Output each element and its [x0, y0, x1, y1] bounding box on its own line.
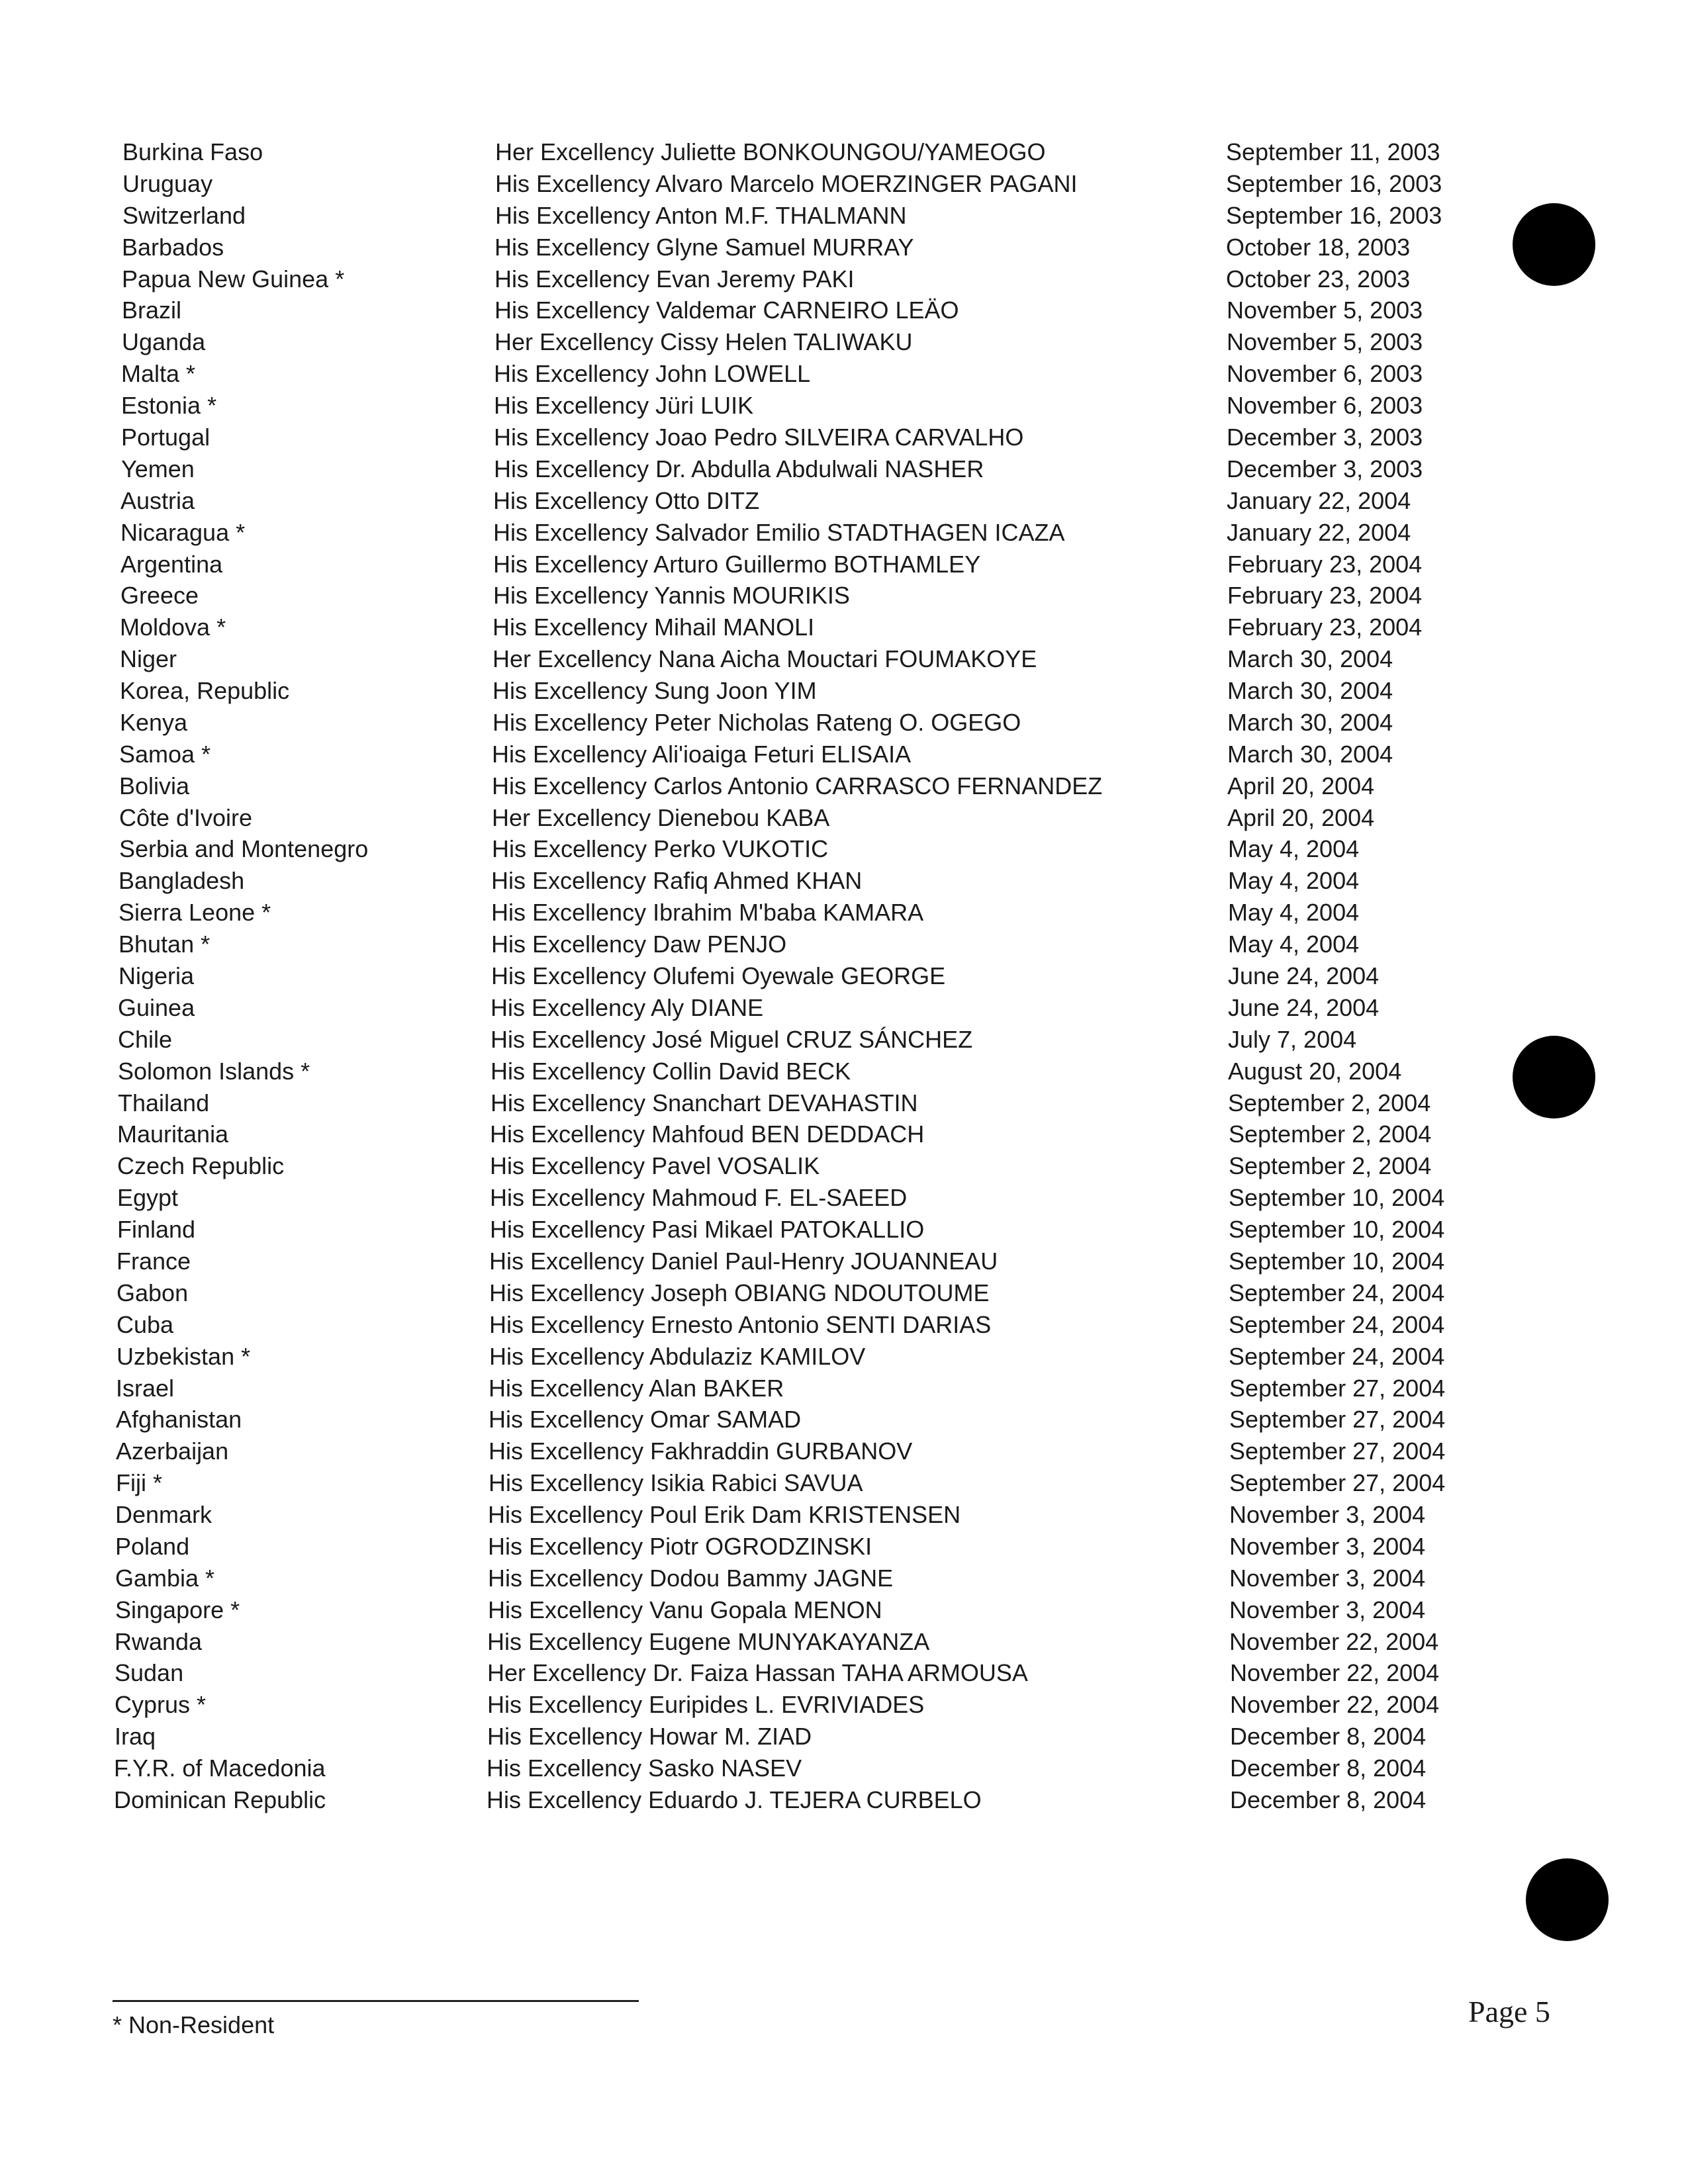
ambassador-name: His Excellency Evan Jeremy PAKI	[494, 265, 855, 293]
entry-row	[0, 549, 1688, 580]
ambassador-name: His Excellency Alan BAKER	[489, 1375, 784, 1402]
credentials-date: September 10, 2004	[1229, 1248, 1445, 1275]
entry-row	[0, 929, 1688, 960]
credentials-date: March 30, 2004	[1227, 677, 1393, 704]
entry-row	[0, 517, 1688, 549]
entry-row	[0, 1721, 1688, 1752]
ambassador-name: His Excellency Sung Joon YIM	[492, 677, 817, 704]
entry-row	[0, 580, 1688, 612]
country-name: Fiji *	[116, 1469, 162, 1496]
ambassador-name: His Excellency Otto DITZ	[493, 487, 760, 514]
credentials-date: September 27, 2004	[1229, 1375, 1446, 1402]
credentials-date: November 5, 2003	[1227, 296, 1423, 324]
credentials-date: May 4, 2004	[1228, 899, 1360, 926]
entry-row	[0, 422, 1688, 453]
country-name: Estonia *	[121, 392, 217, 419]
entry-row	[0, 612, 1688, 643]
entry-row	[0, 1182, 1688, 1214]
ambassador-name: His Excellency Omar SAMAD	[489, 1406, 802, 1433]
country-name: Côte d'Ivoire	[119, 804, 252, 831]
entry-row	[0, 960, 1688, 992]
credentials-date: August 20, 2004	[1228, 1058, 1402, 1085]
ambassador-name: His Excellency Euripides L. EVRIVIADES	[487, 1691, 925, 1718]
country-name: Barbados	[122, 234, 224, 261]
credentials-date: May 4, 2004	[1228, 867, 1360, 894]
entry-row	[0, 263, 1688, 295]
ambassador-name: Her Excellency Juliette BONKOUNGOU/YAMEOGO	[495, 138, 1046, 165]
entry-row	[0, 1087, 1688, 1119]
credentials-date: September 27, 2004	[1229, 1437, 1446, 1465]
ambassador-name: His Excellency Howar M. ZIAD	[487, 1723, 812, 1750]
country-name: Bhutan *	[118, 931, 211, 958]
credentials-date: January 22, 2004	[1227, 487, 1411, 514]
country-name: Samoa *	[119, 741, 211, 768]
country-name: Denmark	[115, 1501, 212, 1528]
entry-row	[0, 1404, 1688, 1435]
entry-row	[0, 1563, 1688, 1594]
country-name: Finland	[117, 1216, 196, 1243]
credentials-date: January 22, 2004	[1227, 519, 1411, 546]
credentials-date: April 20, 2004	[1227, 772, 1375, 799]
country-name: Rwanda	[115, 1628, 203, 1655]
entry-row	[0, 1277, 1688, 1309]
credentials-date: September 10, 2004	[1229, 1184, 1445, 1211]
ambassador-name: His Excellency Dodou Bammy JAGNE	[488, 1565, 894, 1592]
ambassador-name: His Excellency Salvador Emilio STADTHAGEN ICAZA	[493, 519, 1065, 546]
entry-row	[0, 707, 1688, 739]
credentials-date: September 24, 2004	[1229, 1343, 1445, 1370]
entry-row	[0, 1531, 1688, 1563]
credentials-date: September 16, 2003	[1226, 202, 1442, 229]
ambassador-name: His Excellency Olufemi Oyewale GEORGE	[491, 962, 946, 989]
entry-row	[0, 675, 1688, 707]
credentials-date: September 11, 2003	[1226, 138, 1440, 165]
country-name: Uganda	[122, 328, 206, 355]
country-name: Chile	[118, 1026, 173, 1053]
ambassador-name: His Excellency Isikia Rabici SAVUA	[489, 1469, 863, 1496]
credentials-date: September 10, 2004	[1229, 1216, 1445, 1243]
ambassador-name: His Excellency Mahmoud F. EL-SAEED	[490, 1184, 908, 1211]
footnote: * Non-Resident	[113, 2011, 275, 2038]
entry-row	[0, 1689, 1688, 1721]
country-name: Guinea	[118, 994, 195, 1021]
country-name: Uruguay	[122, 170, 213, 197]
entry-row	[0, 295, 1688, 326]
credentials-date: November 3, 2004	[1229, 1501, 1426, 1528]
country-name: Switzerland	[122, 202, 246, 229]
credentials-date: February 23, 2004	[1227, 551, 1423, 578]
country-name: Malta *	[121, 360, 196, 387]
entry-row	[0, 1594, 1688, 1626]
ambassador-name: His Excellency Vanu Gopala MENON	[488, 1596, 882, 1623]
ambassador-name: His Excellency Pavel VOSALIK	[490, 1152, 820, 1179]
credentials-date: May 4, 2004	[1228, 835, 1360, 862]
entry-row	[0, 136, 1688, 168]
ambassador-name: His Excellency Ali'ioaiga Feturi ELISAIA	[492, 741, 912, 768]
ambassador-name: His Excellency Ibrahim M'baba KAMARA	[491, 899, 924, 926]
country-name: Argentina	[120, 551, 223, 578]
ambassador-name: His Excellency Perko VUKOTIC	[492, 835, 829, 862]
ambassador-name: His Excellency Yannis MOURIKIS	[493, 582, 850, 609]
country-name: Cuba	[117, 1311, 174, 1338]
entry-row	[0, 358, 1688, 390]
entry-row	[0, 1309, 1688, 1341]
entry-row	[0, 802, 1688, 834]
credentials-date: March 30, 2004	[1227, 645, 1393, 672]
entry-row	[0, 1246, 1688, 1277]
ambassador-name: His Excellency Joao Pedro SILVEIRA CARVALHO	[494, 424, 1024, 451]
credentials-date: June 24, 2004	[1228, 962, 1380, 989]
entry-row	[0, 1467, 1688, 1499]
credentials-date: June 24, 2004	[1228, 994, 1380, 1021]
entry-row	[0, 1626, 1688, 1658]
country-name: Solomon Islands *	[118, 1058, 310, 1085]
credentials-date: December 8, 2004	[1230, 1786, 1427, 1813]
entry-row	[0, 453, 1688, 485]
country-name: Korea, Republic	[120, 677, 290, 704]
entry-row	[0, 1784, 1688, 1816]
country-name: Sudan	[115, 1659, 184, 1686]
entry-row	[0, 1752, 1688, 1784]
country-name: Uzbekistan *	[117, 1343, 251, 1370]
ambassador-name: His Excellency Piotr OGRODZINSKI	[488, 1533, 872, 1560]
ambassador-name: His Excellency Abdulaziz KAMILOV	[489, 1343, 866, 1370]
credentials-date: March 30, 2004	[1227, 709, 1393, 736]
ambassador-name: His Excellency Jüri LUIK	[494, 392, 754, 419]
entry-row	[0, 992, 1688, 1024]
country-name: F.Y.R. of Macedonia	[114, 1754, 326, 1782]
credentials-date: February 23, 2004	[1227, 582, 1423, 609]
ambassador-name: Her Excellency Dr. Faiza Hassan TAHA ARMOUSA	[487, 1659, 1028, 1686]
credentials-date: November 6, 2003	[1227, 392, 1423, 419]
entry-row	[0, 833, 1688, 865]
ambassador-name: His Excellency Sasko NASEV	[487, 1754, 802, 1782]
country-name: Greece	[120, 582, 199, 609]
ambassador-name: His Excellency Eugene MUNYAKAYANZA	[487, 1628, 930, 1655]
country-name: Yemen	[121, 455, 195, 482]
entry-row	[0, 897, 1688, 929]
credentials-date: December 8, 2004	[1230, 1723, 1427, 1750]
country-name: Austria	[120, 487, 195, 514]
ambassador-name: His Excellency Peter Nicholas Rateng O. OGEGO	[492, 709, 1021, 736]
ambassador-name: His Excellency Eduardo J. TEJERA CURBELO	[487, 1786, 982, 1813]
entry-row	[0, 1024, 1688, 1056]
credentials-date: September 2, 2004	[1229, 1120, 1432, 1148]
ambassador-name: His Excellency Mihail MANOLI	[492, 614, 815, 641]
credentials-date: September 24, 2004	[1229, 1279, 1445, 1306]
country-name: Poland	[115, 1533, 190, 1560]
ambassador-name: His Excellency Aly DIANE	[491, 994, 764, 1021]
ambassador-name: Her Excellency Cissy Helen TALIWAKU	[494, 328, 913, 355]
country-name: Moldova *	[120, 614, 226, 641]
ambassador-name: His Excellency Rafiq Ahmed KHAN	[491, 867, 863, 894]
ambassador-name: His Excellency Ernesto Antonio SENTI DARIAS	[489, 1311, 992, 1338]
ambassador-name: His Excellency José Miguel CRUZ SÁNCHEZ	[491, 1026, 973, 1053]
credentials-date: September 16, 2003	[1226, 170, 1442, 197]
ambassador-name: His Excellency Glyne Samuel MURRAY	[494, 234, 914, 261]
ambassador-name: Her Excellency Dienebou KABA	[492, 804, 830, 831]
entry-row	[0, 1150, 1688, 1182]
credentials-date: October 23, 2003	[1226, 265, 1411, 293]
country-name: Singapore *	[115, 1596, 240, 1623]
country-name: Bolivia	[119, 772, 190, 799]
credentials-date: November 6, 2003	[1227, 360, 1423, 387]
credentials-date: November 5, 2003	[1227, 328, 1423, 355]
country-name: Gabon	[117, 1279, 189, 1306]
credentials-date: November 22, 2004	[1230, 1659, 1440, 1686]
entry-row	[0, 168, 1688, 200]
entry-row	[0, 326, 1688, 358]
credentials-date: October 18, 2003	[1226, 234, 1411, 261]
ambassador-name: His Excellency Daniel Paul-Henry JOUANNEAU	[489, 1248, 998, 1275]
country-name: Sierra Leone *	[118, 899, 271, 926]
entry-row	[0, 865, 1688, 897]
ambassador-name: His Excellency Poul Erik Dam KRISTENSEN	[488, 1501, 961, 1528]
credentials-date: September 2, 2004	[1229, 1152, 1432, 1179]
credentials-date: September 27, 2004	[1229, 1406, 1446, 1433]
credentials-date: November 22, 2004	[1230, 1691, 1440, 1718]
entry-row	[0, 1435, 1688, 1467]
country-name: Serbia and Montenegro	[119, 835, 369, 862]
entry-row	[0, 200, 1688, 232]
entry-row	[0, 232, 1688, 263]
credentials-date: April 20, 2004	[1227, 804, 1375, 831]
country-name: Bangladesh	[118, 867, 245, 894]
credentials-date: December 8, 2004	[1230, 1754, 1427, 1782]
country-name: Egypt	[117, 1184, 179, 1211]
page-number: Page 5	[1468, 1995, 1550, 2028]
country-name: Azerbaijan	[116, 1437, 229, 1465]
entry-row	[0, 390, 1688, 422]
country-name: Afghanistan	[116, 1406, 242, 1433]
country-name: Nicaragua *	[120, 519, 246, 546]
ambassador-name: His Excellency Carlos Antonio CARRASCO FERNANDEZ	[492, 772, 1103, 799]
country-name: Cyprus *	[115, 1691, 207, 1718]
entry-row	[0, 1056, 1688, 1087]
country-name: Kenya	[120, 709, 188, 736]
credentials-date: February 23, 2004	[1227, 614, 1423, 641]
ambassador-name: His Excellency Arturo Guillermo BOTHAMLEY	[493, 551, 981, 578]
ambassador-name: His Excellency Anton M.F. THALMANN	[495, 202, 907, 229]
country-name: Thailand	[118, 1089, 210, 1116]
ambassador-name: His Excellency Fakhraddin GURBANOV	[489, 1437, 913, 1465]
entry-row	[0, 739, 1688, 770]
entry-row	[0, 1341, 1688, 1373]
country-name: Burkina Faso	[122, 138, 263, 165]
ambassador-name: His Excellency Pasi Mikael PATOKALLIO	[490, 1216, 925, 1243]
ambassador-name: His Excellency Mahfoud BEN DEDDACH	[490, 1120, 925, 1148]
ambassador-name: His Excellency Snanchart DEVAHASTIN	[491, 1089, 918, 1116]
credentials-date: December 3, 2003	[1227, 455, 1423, 482]
entry-row	[0, 1118, 1688, 1150]
entry-row	[0, 1657, 1688, 1689]
country-name: Brazil	[122, 296, 182, 324]
country-name: Portugal	[121, 424, 211, 451]
entry-row	[0, 485, 1688, 517]
credentials-date: November 3, 2004	[1229, 1596, 1426, 1623]
country-name: Iraq	[115, 1723, 156, 1750]
country-name: Israel	[116, 1375, 175, 1402]
entry-row	[0, 1499, 1688, 1531]
country-name: Nigeria	[118, 962, 195, 989]
entry-row	[0, 643, 1688, 675]
country-name: France	[117, 1248, 191, 1275]
country-name: Dominican Republic	[114, 1786, 326, 1813]
credentials-date: December 3, 2003	[1227, 424, 1423, 451]
credentials-date: March 30, 2004	[1227, 741, 1393, 768]
footnote-divider	[113, 2000, 639, 2002]
ambassador-name: His Excellency John LOWELL	[494, 360, 811, 387]
entry-row	[0, 1214, 1688, 1246]
country-name: Niger	[120, 645, 177, 672]
credentials-date: November 3, 2004	[1229, 1533, 1426, 1560]
country-name: Mauritania	[117, 1120, 229, 1148]
ambassador-name: His Excellency Collin David BECK	[491, 1058, 851, 1085]
country-name: Czech Republic	[117, 1152, 285, 1179]
country-name: Gambia *	[115, 1565, 215, 1592]
credentials-date: July 7, 2004	[1228, 1026, 1357, 1053]
ambassador-name: His Excellency Valdemar CARNEIRO LEÄO	[494, 296, 959, 324]
punch-hole	[1526, 1858, 1609, 1941]
ambassador-name: His Excellency Daw PENJO	[491, 931, 787, 958]
credentials-date: September 24, 2004	[1229, 1311, 1445, 1338]
credentials-date: November 3, 2004	[1229, 1565, 1426, 1592]
country-name: Papua New Guinea *	[122, 265, 345, 293]
credentials-date: September 2, 2004	[1228, 1089, 1431, 1116]
ambassador-name: His Excellency Joseph OBIANG NDOUTOUME	[489, 1279, 990, 1306]
entry-row	[0, 770, 1688, 802]
entry-row	[0, 1373, 1688, 1404]
credentials-date: May 4, 2004	[1228, 931, 1360, 958]
ambassador-name: His Excellency Alvaro Marcelo MOERZINGER PAGANI	[495, 170, 1078, 197]
credentials-date: September 27, 2004	[1229, 1469, 1446, 1496]
credentials-date: November 22, 2004	[1229, 1628, 1439, 1655]
ambassador-name: His Excellency Dr. Abdulla Abdulwali NASHER	[494, 455, 984, 482]
ambassador-name: Her Excellency Nana Aicha Mouctari FOUMAKOYE	[492, 645, 1037, 672]
